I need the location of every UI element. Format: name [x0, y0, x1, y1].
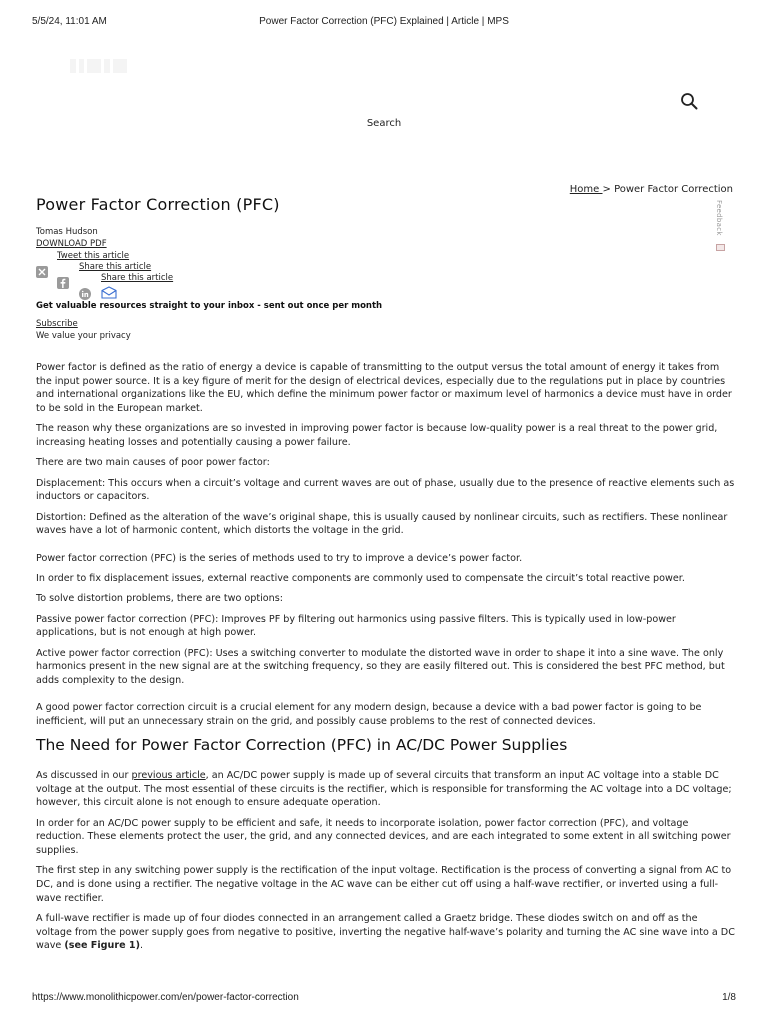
print-datetime: 5/5/24, 11:01 AM [32, 16, 107, 27]
feedback-tab[interactable] [714, 200, 728, 256]
article-body [36, 361, 736, 960]
paragraph [36, 912, 736, 953]
print-header [32, 16, 736, 30]
feedback-icon [716, 244, 725, 251]
search-icon[interactable] [680, 92, 698, 110]
subscribe-link[interactable]: Subscribe [36, 319, 78, 329]
email-icon[interactable] [101, 284, 117, 297]
site-logo[interactable] [70, 58, 136, 76]
paragraph: There are two main causes of poor power factor: [36, 457, 270, 469]
tweet-link[interactable]: Tweet this article [57, 251, 130, 261]
paragraph-text: . [140, 940, 144, 952]
privacy-note: We value your privacy [36, 331, 131, 341]
paragraph-text: A full-wave rectifier is made up of four diodes connected in an arrangement called a Graetz bridge. These diodes switch on and off as the voltage from the power supply goes from negative to positive, inverting the negative half-wave’s polarity and turning the AC sine wave into a DC wave [36, 912, 735, 952]
paragraph: Passive power factor correction (PFC): Improves PF by filtering out harmonics using passive filters. This is typically used in low-power applications, but is not enough at high power. [36, 613, 676, 639]
paragraph: To solve distortion problems, there are two options: [36, 593, 283, 605]
paragraph-text: , an AC/DC power supply is made up of several circuits that transform an input AC voltage into a stable DC voltage at the output. The most essential of these circuits is the rectifier, which is responsible for transforming the AC voltage into a DC voltage; however, this circuit alone is not enough to ensure adequate operation. [36, 770, 732, 809]
paragraph: In order to fix displacement issues, external reactive components are commonly used to compensate the circuit’s total reactive power. [36, 572, 685, 584]
section-heading: The Need for Power Factor Correction (PFC) in AC/DC Power Supplies [36, 736, 568, 755]
author-name: Tomas Hudson [36, 227, 98, 237]
paragraph [36, 769, 736, 810]
paragraph: Distortion: Defined as the alteration of the wave’s original shape, this is usually caused by nonlinear circuits, such as rectifiers. These nonlinear waves have a lot of harmonic content, which distorts the voltage in the grid. [36, 511, 728, 537]
breadcrumb-home-link[interactable]: Home [569, 184, 603, 195]
previous-article-link[interactable]: previous article [131, 770, 206, 782]
paragraph: Power factor is defined as the ratio of energy a device is capable of transmitting to the output versus the total amount of energy it takes from the input power source. It is a key figure of merit for the design of electrical devices, especially due to the regulations put in place by countries and international organizations like the EU, which define the minimum power factor or maximum level of harmonics a device must have in order to be sold in the European market. [36, 362, 732, 414]
breadcrumb-current: Power Factor Correction [614, 184, 733, 195]
figure-reference: (see Figure 1) [64, 940, 140, 952]
paragraph: The reason why these organizations are so invested in improving power factor is because low-quality power is a real threat to the power grid, increasing heating losses and potentially causing a power failure. [36, 423, 718, 448]
breadcrumb [570, 184, 733, 195]
search-label[interactable]: Search [366, 118, 402, 129]
print-document-title: Power Factor Correction (PFC) Explained | Article | MPS [259, 16, 509, 27]
share-linkedin-link[interactable]: Share this article [101, 273, 174, 283]
feedback-label: Feedback [715, 200, 723, 236]
share-facebook-link[interactable]: Share this article [79, 262, 152, 272]
facebook-icon[interactable] [57, 274, 69, 286]
paragraph: In order for an AC/DC power supply to be efficient and safe, it needs to incorporate isolation, power factor correction (PFC), and voltage reduction. These elements protect the user, the grid, and any connected devices, and are each integrated to some extent in all switching power supplies. [36, 817, 731, 856]
print-page-number: 1/8 [722, 992, 736, 1003]
paragraph: A good power factor correction circuit is a crucial element for any modern design, because a device with a bad power factor is going to be inefficient, will put an unnecessary strain on the grid, and possibly cause problems to the rest of connected devices. [36, 702, 702, 727]
breadcrumb-separator: > [602, 184, 615, 195]
x-icon[interactable] [36, 263, 48, 275]
paragraph: The first step in any switching power supply is the rectification of the input voltage. Rectification is the process of converting a signal from AC to DC, and is done using a rectifier. The negative voltage in the AC wave can be either cut off using a half-wave rectifier, or inverted using a full-wave rectifier. [36, 865, 732, 904]
download-pdf-link[interactable]: DOWNLOAD PDF [36, 239, 107, 249]
paragraph: Active power factor correction (PFC): Uses a switching converter to modulate the distorted wave in order to shape it into a sine wave. The only harmonics present in the new signal are at the switching frequency, so they are easily filtered out. This is considered the best PFC method, but adds complexity to the design. [36, 647, 725, 686]
paragraph: Displacement: This occurs when a circuit’s voltage and current waves are out of phase, usually due to the presence of reactive elements such as inductors or capacitors. [36, 477, 735, 503]
print-url: https://www.monolithicpower.com/en/power-factor-correction [32, 992, 299, 1003]
page-title: Power Factor Correction (PFC) [36, 195, 280, 214]
paragraph-text: As discussed in our [36, 770, 132, 782]
print-footer [32, 992, 736, 1006]
newsletter-text: Get valuable resources straight to your inbox - sent out once per month [36, 301, 383, 311]
linkedin-icon[interactable] [79, 285, 91, 297]
paragraph: Power factor correction (PFC) is the series of methods used to try to improve a device’s power factor. [36, 552, 523, 564]
